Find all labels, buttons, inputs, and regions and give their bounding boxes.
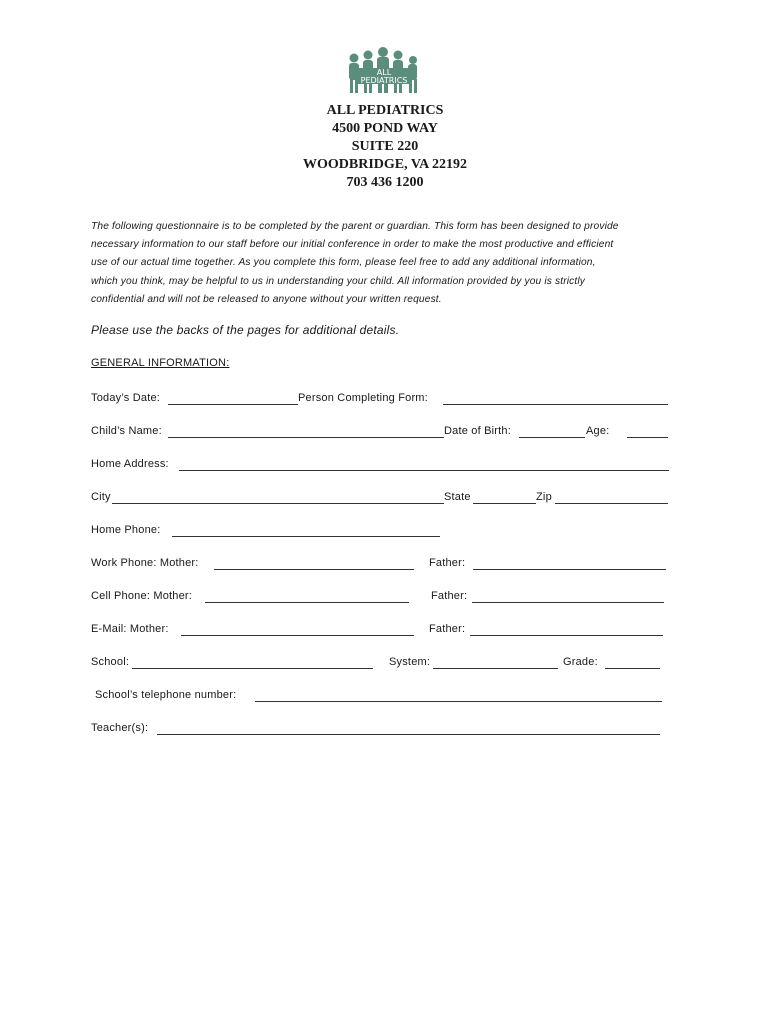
state-label: State — [444, 491, 471, 503]
grade-label: Grade: — [563, 656, 598, 668]
system-field[interactable] — [433, 668, 558, 669]
form-row-city — [0, 490, 770, 506]
work-phone-father-field[interactable] — [473, 569, 666, 570]
logo-text-top: ALL — [376, 68, 392, 77]
additional-details-note: Please use the backs of the pages for additional details. — [91, 323, 400, 337]
city-label: City — [91, 491, 111, 503]
form-row-address — [0, 457, 770, 473]
form-row-teachers — [0, 721, 770, 737]
email-father-field[interactable] — [470, 635, 663, 636]
date-of-birth-field[interactable] — [519, 437, 585, 438]
person-completing-label: Person Completing Form: — [298, 392, 428, 404]
person-completing-field[interactable] — [443, 404, 668, 405]
section-title: GENERAL INFORMATION: — [91, 357, 230, 369]
logo-text-bottom: PEDIATRICS — [360, 76, 408, 85]
intro-line: confidential and will not be released to anyone without your written request. — [91, 293, 442, 305]
childs-name-label: Child’s Name: — [91, 425, 162, 437]
form-row-child — [0, 424, 770, 440]
intro-line: necessary information to our staff before our initial conference in order to make the most productive and efficient — [91, 239, 614, 251]
form-row-date — [0, 391, 770, 407]
practice-address-block — [0, 102, 770, 192]
cell-phone-mother-field[interactable] — [205, 602, 409, 603]
zip-field[interactable] — [555, 503, 668, 504]
system-label: System: — [389, 656, 431, 668]
form-row-home-phone — [0, 523, 770, 539]
cell-phone-mother-label: Cell Phone: Mother: — [91, 590, 193, 602]
form-row-email — [0, 622, 770, 638]
age-field[interactable] — [627, 437, 668, 438]
work-phone-mother-label: Work Phone: Mother: — [91, 557, 199, 569]
form-row-school-phone — [0, 688, 770, 704]
home-phone-field[interactable] — [172, 536, 440, 537]
phone-number: 703 436 1200 — [346, 175, 424, 190]
todays-date-label: Today’s Date: — [91, 392, 161, 404]
school-label: School: — [91, 656, 130, 668]
home-phone-label: Home Phone: — [91, 524, 161, 536]
practice-name: ALL PEDIATRICS — [326, 103, 444, 118]
email-mother-label: E-Mail: Mother: — [91, 623, 169, 635]
school-field[interactable] — [132, 668, 373, 669]
city-field[interactable] — [112, 503, 444, 504]
intro-line: The following questionnaire is to be completed by the parent or guardian. This form has been designed to provide — [91, 221, 619, 232]
teachers-label: Teacher(s): — [91, 722, 149, 734]
state-field[interactable] — [473, 503, 536, 504]
street-address: 4500 POND WAY — [332, 121, 438, 136]
childs-name-field[interactable] — [168, 437, 444, 438]
email-father-label: Father: — [429, 623, 466, 635]
email-mother-field[interactable] — [181, 635, 414, 636]
form-row-cell-phone — [0, 589, 770, 605]
home-address-field[interactable] — [179, 470, 669, 471]
work-phone-mother-field[interactable] — [214, 569, 414, 570]
school-phone-label: School’s telephone number: — [95, 689, 237, 701]
cell-phone-father-label: Father: — [431, 590, 468, 602]
school-phone-field[interactable] — [255, 701, 662, 702]
age-label: Age: — [586, 425, 610, 437]
teachers-field[interactable] — [157, 734, 660, 735]
intro-line: which you think, may be helpful to us in understanding your child. All information provided by you is strictly — [91, 275, 586, 287]
todays-date-field[interactable] — [168, 404, 298, 405]
date-of-birth-label: Date of Birth: — [444, 425, 511, 437]
grade-field[interactable] — [605, 668, 660, 669]
all-pediatrics-logo — [344, 46, 424, 96]
cell-phone-father-field[interactable] — [472, 602, 664, 603]
suite: SUITE 220 — [351, 139, 419, 154]
intro-paragraph — [91, 218, 691, 309]
form-row-school — [0, 655, 770, 671]
home-address-label: Home Address: — [91, 458, 169, 470]
intro-line: use of our actual time together. As you complete this form, please feel free to add any additional information, — [91, 257, 596, 269]
city-state-zip: WOODBRIDGE, VA 22192 — [302, 157, 467, 172]
work-phone-father-label: Father: — [429, 557, 466, 569]
form-row-work-phone — [0, 556, 770, 572]
zip-label: Zip — [536, 491, 552, 503]
